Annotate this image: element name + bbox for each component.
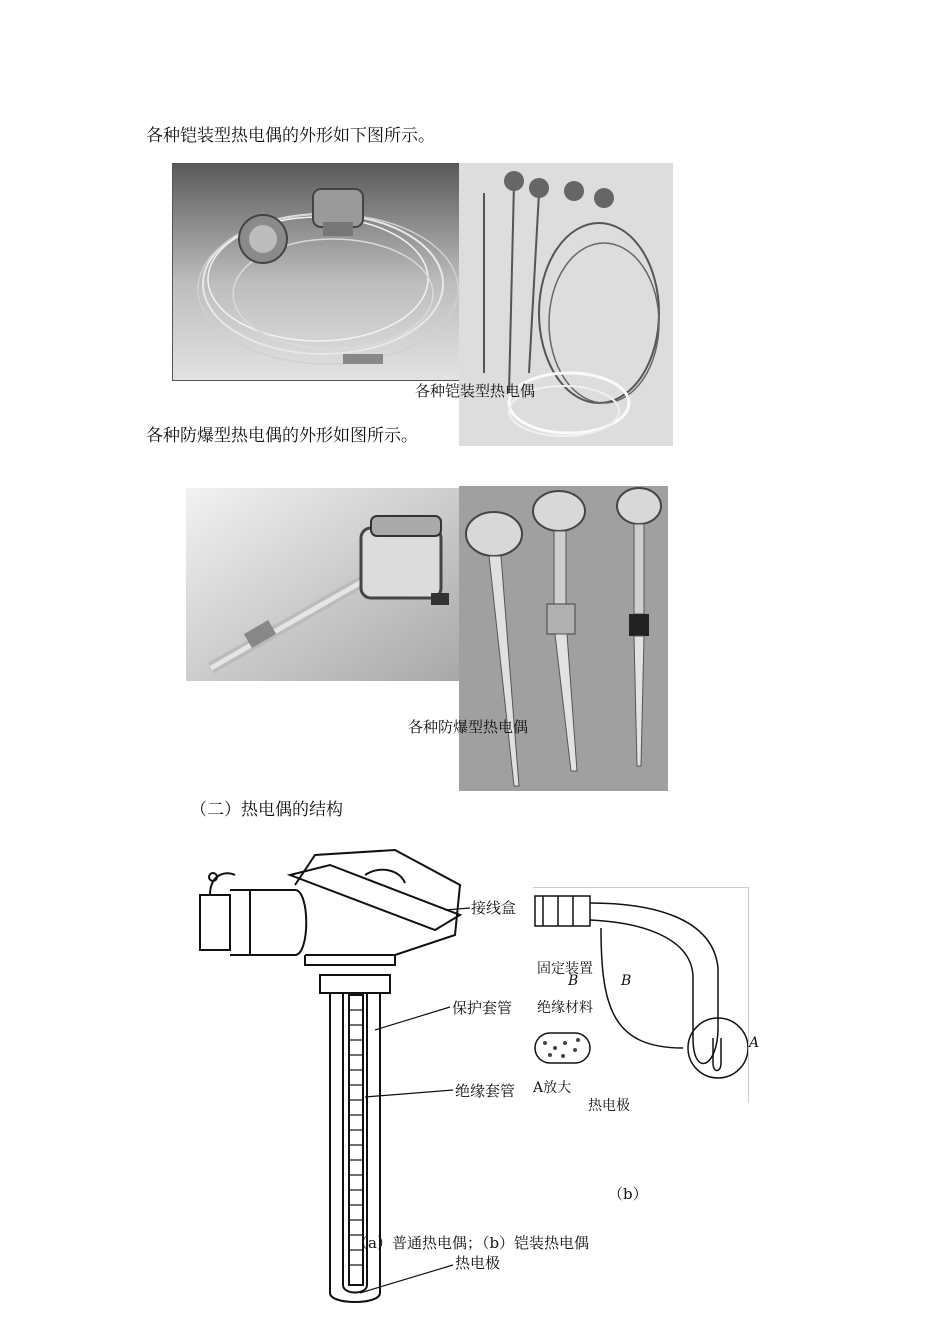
fixing-device-label: 固定装置 [537,961,593,977]
letter-a: A [749,1035,760,1051]
insulation-material-label: 绝缘材料 [537,1000,593,1016]
ordinary-electrode-label: 热电极 [455,1254,501,1272]
junction-box-label: 接线盒 [471,899,517,917]
protection-tube-label: 保护套管 [452,999,513,1017]
armored-intro-text: 各种铠装型热电偶的外形如下图所示。 [146,126,435,146]
letter-b-1: B [568,973,579,989]
enlarge-label: A放大 [533,1080,572,1096]
explosion-intro-text: 各种防爆型热电偶的外形如图所示。 [146,426,418,446]
armored-thermocouple-photo-1 [172,163,462,381]
explosion-caption: 各种防爆型热电偶 [408,718,529,736]
armored-thermocouple-diagram [533,887,749,1103]
letter-b-2: B [621,973,632,989]
sub-caption-b: （b） [608,1185,648,1203]
armored-thermocouple-photo-2 [459,163,673,446]
explosion-proof-photo-2 [459,486,668,791]
armored-caption: 各种铠装型热电偶 [415,382,536,400]
explosion-proof-photo-1 [186,488,460,681]
armored-electrode-label: 热电极 [588,1098,630,1114]
figure-caption: （a）普通热电偶；（b）铠装热电偶 [353,1234,590,1252]
insulation-tube-label: 绝缘套管 [455,1082,516,1100]
section-heading: （二）热电偶的结构 [190,800,343,820]
